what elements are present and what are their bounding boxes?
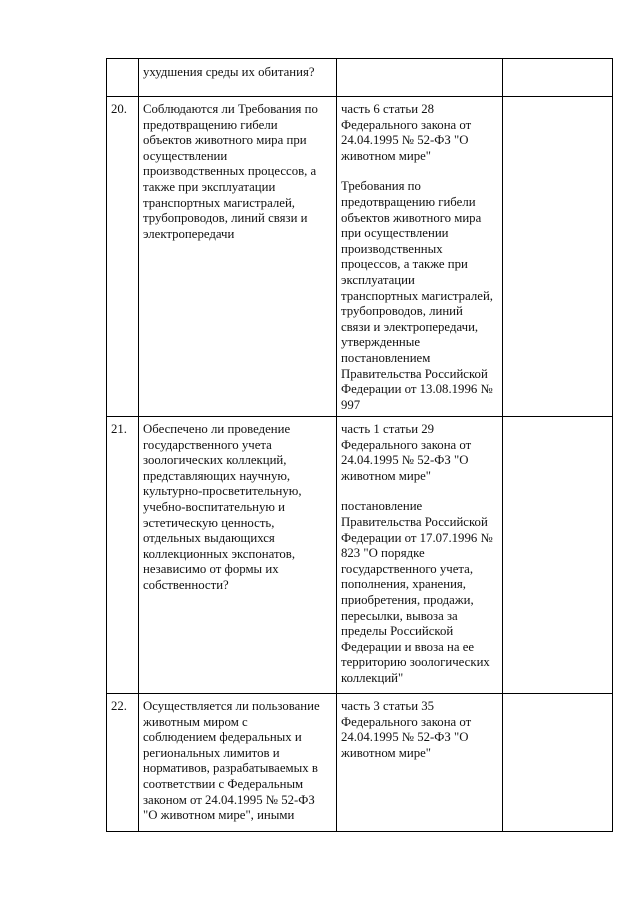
answer-cell: [503, 97, 613, 417]
question-text: ухудшения среды их обитания?: [143, 65, 315, 79]
legal-reference: часть 1 статьи 29 Федерального закона от 24.04.1995 № 52-ФЗ "О животном мире": [341, 422, 472, 483]
table-row: [107, 417, 613, 694]
table-row: [107, 694, 613, 832]
checklist-table: [106, 58, 613, 832]
answer-cell: [503, 694, 613, 832]
legal-reference: часть 3 статьи 35 Федерального закона от 24.04.1995 № 52-ФЗ "О животном мире": [341, 699, 472, 760]
table-row: [107, 97, 613, 417]
question-text: Обеспечено ли проведение государственного учета зоологических коллекций, представляющих научную, культурно-просветительную, учебно-воспитательную и эстетическую ценность, отдельных выдающихся коллекционных экспонатов, независимо от формы их собственности?: [143, 422, 302, 592]
table-row: [107, 59, 613, 97]
question-cell: [139, 417, 337, 694]
reference-cell: [337, 694, 503, 832]
reference-cell: [337, 59, 503, 97]
row-number: 22.: [107, 694, 139, 832]
question-text: Осуществляется ли пользование животным миром с соблюдением федеральных и региональных лимитов и нормативов, разрабатываемых в соответствии с Федеральным законом от 24.04.1995 № 52-ФЗ "О животном мире", иными: [143, 699, 320, 823]
reference-cell: [337, 97, 503, 417]
legal-reference: часть 6 статьи 28 Федерального закона от 24.04.1995 № 52-ФЗ "О животном мире": [341, 102, 472, 163]
question-cell: [139, 97, 337, 417]
row-number: 21.: [107, 417, 139, 694]
reference-cell: [337, 417, 503, 694]
row-number: 20.: [107, 97, 139, 417]
answer-cell: [503, 417, 613, 694]
row-number: [107, 59, 139, 97]
question-cell: [139, 694, 337, 832]
legal-reference: Требования по предотвращению гибели объектов животного мира при осуществлении производственных процессов, а также при эксплуатации транспортных магистралей, трубопроводов, линий связи и электропередачи, утвержденные постановлением Правительства Российской Федерации от 13.08.1996 № 997: [341, 179, 493, 412]
answer-cell: [503, 59, 613, 97]
question-text: Соблюдаются ли Требования по предотвращению гибели объектов животного мира при осуществлении производственных процессов, а также при эксплуатации транспортных магистралей, трубопроводов, линий связи и электропередачи: [143, 102, 318, 241]
legal-reference: постановление Правительства Российской Федерации от 17.07.1996 № 823 "О порядке государственного учета, пополнения, хранения, приобретения, продажи, пересылки, вывоза за пределы Российской Федерации и ввоза на ее территорию зоологических коллекций": [341, 499, 493, 685]
question-cell: [139, 59, 337, 97]
